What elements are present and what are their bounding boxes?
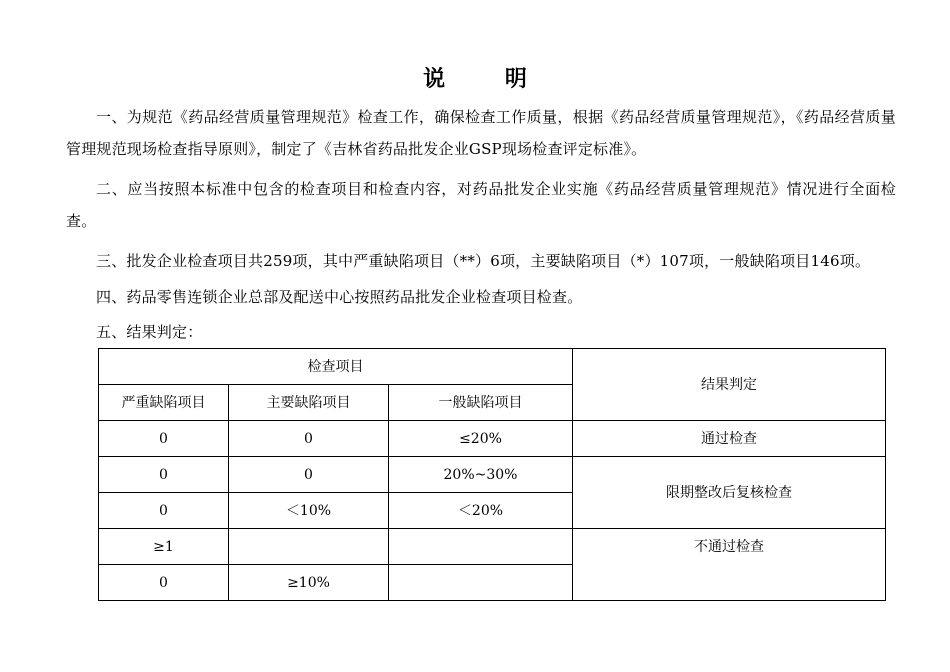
cell-major: ＜10% (229, 493, 389, 529)
cell-major: 0 (229, 421, 389, 457)
result-pass: 通过检查 (573, 421, 886, 457)
cell-serious: ≥1 (99, 529, 229, 565)
table-row (99, 421, 886, 457)
result-header: 结果判定 (573, 349, 886, 421)
cell-general (389, 529, 573, 565)
cell-serious: 0 (99, 565, 229, 601)
cell-serious: 0 (99, 457, 229, 493)
result-rectify: 限期整改后复核检查 (573, 457, 886, 529)
result-table (98, 348, 886, 601)
cell-major: 0 (229, 457, 389, 493)
cell-major: ≥10% (229, 565, 389, 601)
cell-serious: 0 (99, 493, 229, 529)
result-fail: 不通过检查 (573, 529, 886, 601)
cell-general (389, 565, 573, 601)
cell-general: ＜20% (389, 493, 573, 529)
table-row (99, 529, 886, 565)
column-header-major: 主要缺陷项目 (229, 385, 389, 421)
paragraph-4: 四、药品零售连锁企业总部及配送中心按照药品批发企业检查项目检查。 (96, 288, 583, 306)
column-header-serious: 严重缺陷项目 (99, 385, 229, 421)
paragraph-5: 五、结果判定： (96, 323, 203, 341)
table-row (99, 457, 886, 493)
cell-general: 20%~30% (389, 457, 573, 493)
paragraph-2: 二、应当按照本标准中包含的检查项目和检查内容，对药品批发企业实施《药品经营质量管理规范》情况进行全面检查。 (66, 180, 896, 230)
column-header-general: 一般缺陷项目 (389, 385, 573, 421)
cell-major (229, 529, 389, 565)
inspection-items-header: 检查项目 (99, 349, 573, 385)
document-title: 说 明 (423, 66, 553, 92)
paragraph-1: 一、为规范《药品经营质量管理规范》检查工作，确保检查工作质量，根据《药品经营质量管理规范》，《药品经营质量管理规范现场检查指导原则》，制定了《吉林省药品批发企业GSP现场检查评定标准》。 (66, 108, 896, 158)
cell-serious: 0 (99, 421, 229, 457)
cell-general: ≤20% (389, 421, 573, 457)
paragraph-3: 三、批发企业检查项目共259项，其中严重缺陷项目（**）6项，主要缺陷项目（*）107项，一般缺陷项目146项。 (96, 252, 871, 270)
